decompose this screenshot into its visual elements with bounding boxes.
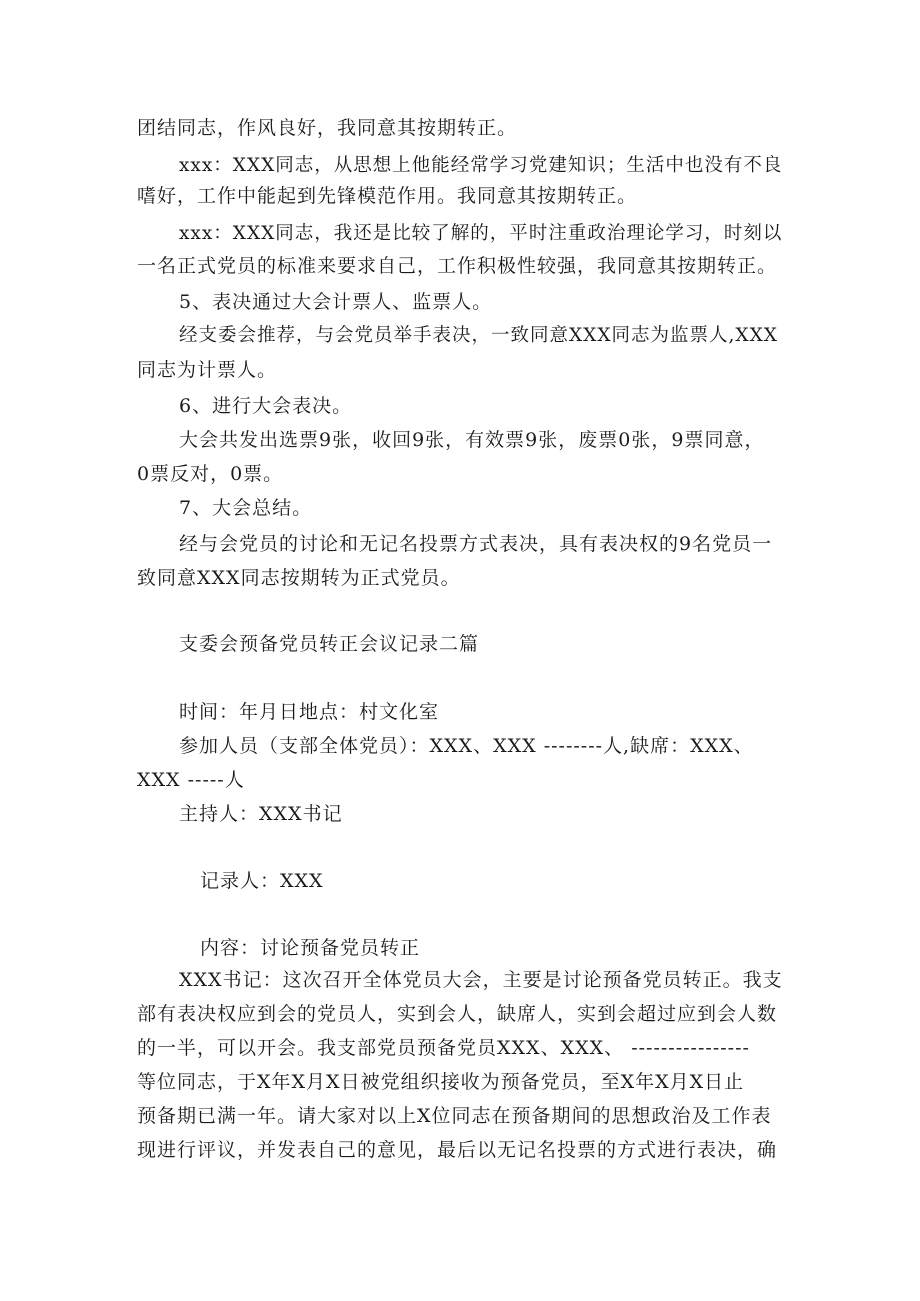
speech-line: 部有表决权应到会的党员人，实到会人，缺席人，实到会超过应到会人数 <box>137 1003 778 1025</box>
attendees-line: 参加人员（支部全体党员）：XXX、XXX --------人,缺席：XXX、 <box>179 735 754 757</box>
meeting-host: 主持人：XXX书记 <box>179 803 343 825</box>
speech-line: 预备期已满一年。请大家对以上X位同志在预备期间的思想政治及工作表 <box>137 1105 772 1127</box>
paragraph-line: 大会共发出选票9张，收回9张，有效票9张，废票0张，9票同意， <box>179 429 765 451</box>
paragraph-line: 团结同志，作风良好，我同意其按期转正。 <box>137 117 518 139</box>
list-heading: 7、大会总结。 <box>179 497 313 519</box>
paragraph-line: 0票反对，0票。 <box>137 463 284 485</box>
section-title: 支委会预备党员转正会议记录二篇 <box>179 633 480 655</box>
paragraph-line: xxx：XXX同志，从思想上他能经常学习党建知识；生活中也没有不良 <box>179 155 783 176</box>
paragraph-line: 致同意XXX同志按期转为正式党员。 <box>137 567 461 589</box>
paragraph-line: 经支委会推荐，与会党员举手表决，一致同意XXX同志为监票人,XXX <box>179 325 778 346</box>
meeting-recorder: 记录人：XXX <box>200 870 324 892</box>
paragraph-line: 同志为计票人。 <box>137 359 278 381</box>
list-heading: 5、表决通过大会计票人、监票人。 <box>179 291 493 313</box>
speech-line: 等位同志，于X年X月X日被党组织接收为预备党员，至X年X月X日止 <box>137 1071 745 1093</box>
speech-line: 现进行评议，并发表自己的意见，最后以无记名投票的方式进行表决，确 <box>137 1139 778 1161</box>
speech-line: XXX书记：这次召开全体党员大会，主要是讨论预备党员转正。我支 <box>179 969 783 991</box>
meeting-time: 时间：年月日地点：村文化室 <box>179 701 440 723</box>
speech-line: 的一半，可以开会。我支部党员预备党员XXX、XXX、 ---------------- <box>137 1037 750 1059</box>
meeting-content: 内容：讨论预备党员转正 <box>200 937 421 959</box>
paragraph-line: xxx：XXX同志，我还是比较了解的，平时注重政治理论学习，时刻以 <box>179 223 783 244</box>
list-heading: 6、进行大会表决。 <box>179 395 353 417</box>
paragraph-line: 嗜好，工作中能起到先锋模范作用。我同意其按期转正。 <box>137 185 638 207</box>
paragraph-line: 一名正式党员的标准来要求自己，工作积极性较强，我同意其按期转正。 <box>137 255 778 277</box>
paragraph-line: 经与会党员的讨论和无记名投票方式表决，具有表决权的9名党员一 <box>179 533 773 555</box>
attendees-line: XXX -----人 <box>137 769 245 791</box>
